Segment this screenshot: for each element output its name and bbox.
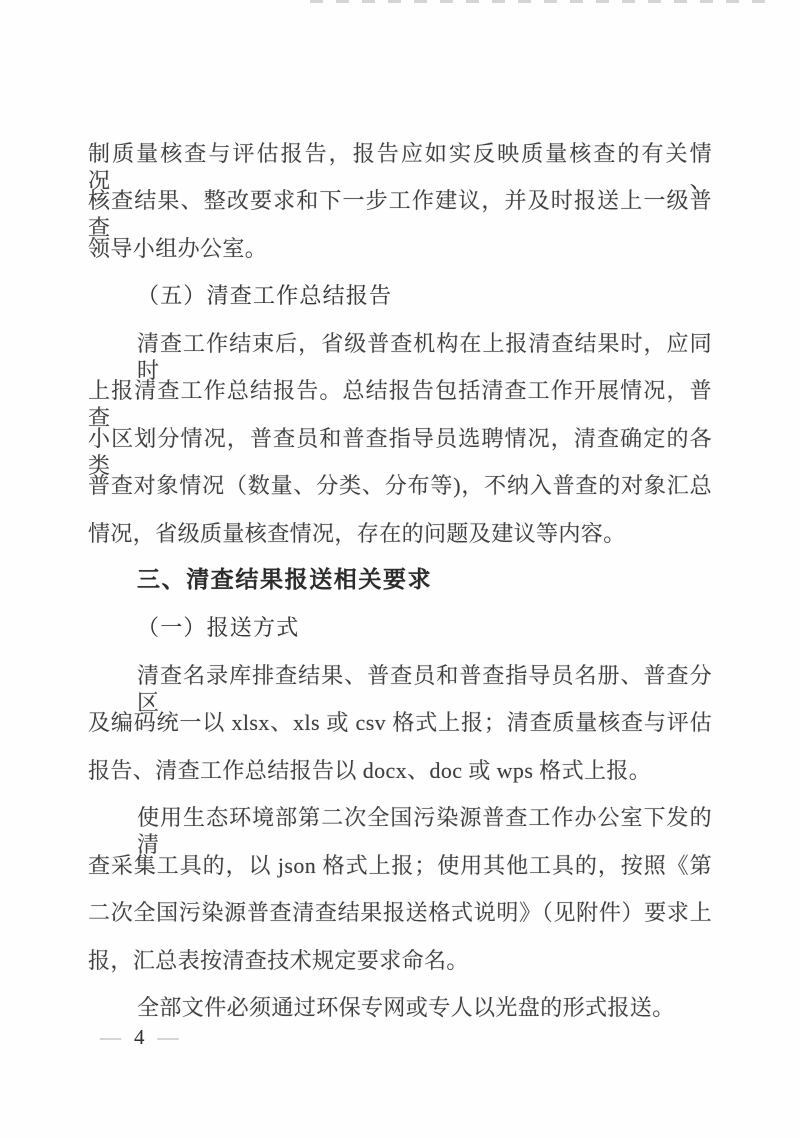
text-line: 使用生态环境部第二次全国污染源普查工作办公室下发的清 — [137, 805, 712, 857]
page-footer — [100, 1025, 179, 1050]
text-line: 及编码统一以 xlsx、xls 或 csv 格式上报；清查质量核查与评估 — [88, 710, 712, 735]
text-line: 全部文件必须通过环保专网或专人以光盘的形式报送。 — [137, 995, 675, 1020]
text-line: 小区划分情况，普查员和普查指导员选聘情况，清查确定的各类 — [88, 426, 712, 478]
footer-dash-left: — — [100, 1025, 121, 1049]
text-line: 核查结果、整改要求和下一步工作建议，并及时报送上一级普查 — [88, 188, 712, 240]
text-line: 领导小组办公室。 — [88, 236, 268, 261]
footer-dash-right: — — [157, 1025, 179, 1049]
subsection-heading-1: （一）报送方式 — [137, 615, 300, 640]
text-line: 二次全国污染源普查清查结果报送格式说明》（见附件）要求上 — [88, 900, 712, 925]
text-line: 上报清查工作总结报告。总结报告包括清查工作开展情况，普查 — [88, 378, 712, 430]
chapter-heading-3: 三、清查结果报送相关要求 — [137, 566, 433, 592]
text-line: 情况，省级质量核查情况，存在的问题及建议等内容。 — [88, 521, 626, 546]
text-line: 制质量核查与评估报告，报告应如实反映质量核查的有关情况、 — [88, 141, 712, 193]
text-line: 普查对象情况（数量、分类、分布等)，不纳入普查的对象汇总 — [88, 473, 712, 498]
scan-artifact-top-edge — [310, 0, 772, 3]
text-line: 报，汇总表按清查技术规定要求命名。 — [88, 948, 469, 973]
section-heading-5: （五）清查工作总结报告 — [137, 283, 393, 308]
text-line: 查采集工具的，以 json 格式上报；使用其他工具的，按照《第 — [88, 853, 712, 878]
text-line: 清查名录库排查结果、普查员和普查指导员名册、普查分区 — [137, 663, 712, 715]
text-line: 报告、清查工作总结报告以 docx、doc 或 wps 格式上报。 — [88, 758, 652, 783]
page-number: 4 — [134, 1025, 145, 1049]
text-line: 清查工作结束后，省级普查机构在上报清查结果时，应同时 — [137, 331, 712, 383]
